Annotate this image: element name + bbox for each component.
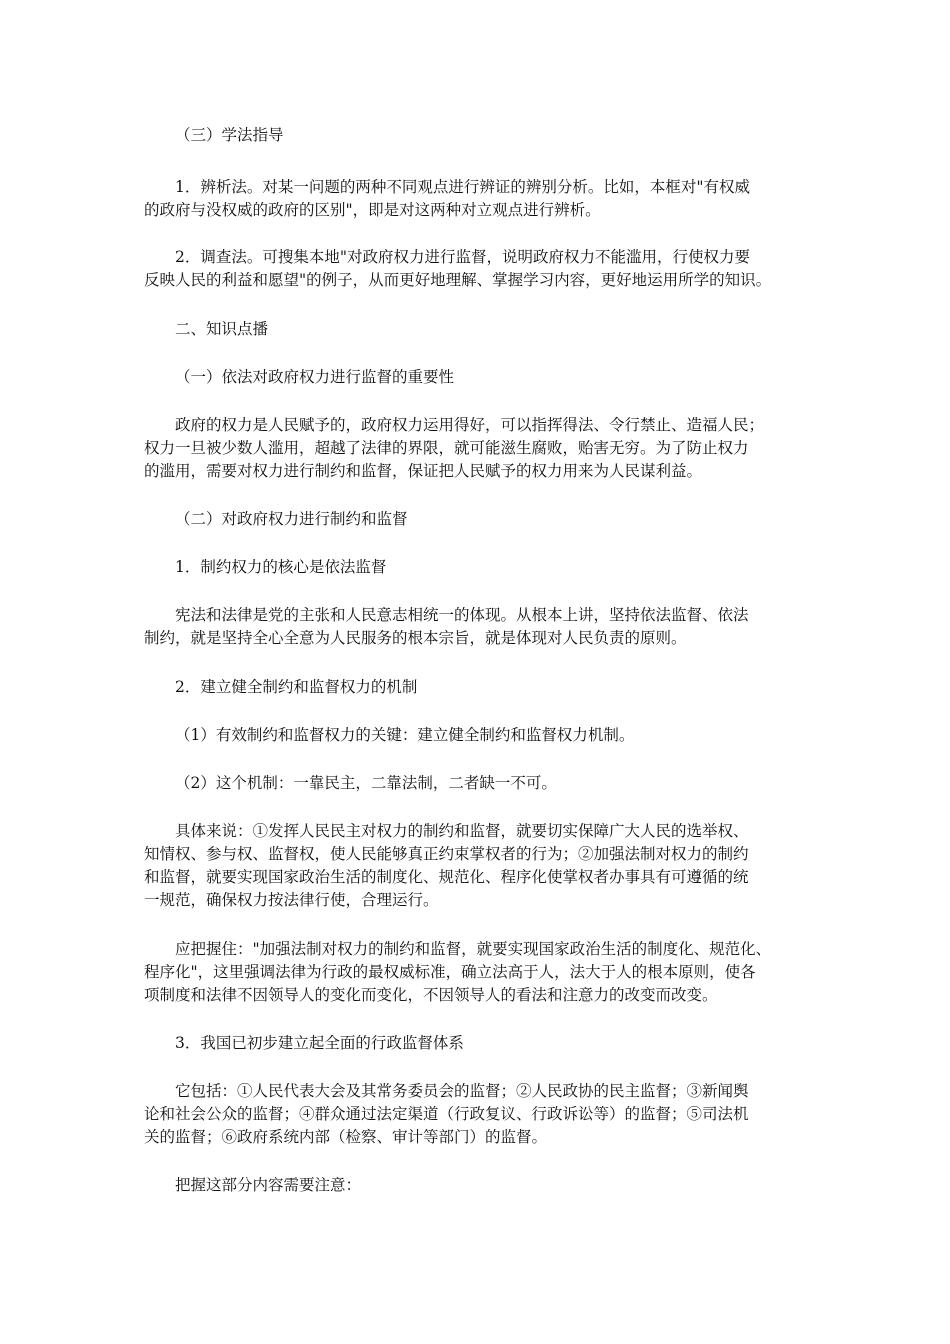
item-heading-mechanism xyxy=(144,676,824,699)
paragraph-constitution xyxy=(144,604,824,650)
text-line: 它包括：①人民代表大会及其常务委员会的监督；②人民政协的民主监督；③新闻舆 xyxy=(175,1082,749,1100)
paragraph-mechanism-key xyxy=(144,724,824,747)
text-line: 政府的权力是人民赋予的，政府权力运用得好，可以指挥得法、令行禁止、造福人民； xyxy=(175,416,765,434)
paragraph-specifically xyxy=(144,820,824,912)
text-line: 具体来说：①发挥人民民主对权力的制约和监督，就要切实保障广大人民的选举权、 xyxy=(175,822,749,840)
paragraph-includes xyxy=(144,1080,824,1149)
subsection-heading-supervision xyxy=(144,508,824,531)
item-heading-core xyxy=(144,556,824,579)
text-line: 项制度和法律不因领导人的变化而变化，不因领导人的看法和注意力的改变而改变。 xyxy=(144,986,718,1004)
item-heading-system xyxy=(144,1032,824,1055)
text-line: （二）对政府权力进行制约和监督 xyxy=(175,510,408,528)
text-line: 宪法和法律是党的主张和人民意志相统一的体现。从根本上讲，坚持依法监督、依法 xyxy=(175,606,749,624)
text-line: （一）依法对政府权力进行监督的重要性 xyxy=(175,368,455,386)
paragraph-survey-method xyxy=(144,246,824,292)
text-line: 的滥用，需要对权力进行制约和监督，保证把人民赋予的权力用来为人民谋利益。 xyxy=(144,462,703,480)
text-line: 1．制约权力的核心是依法监督 xyxy=(175,558,387,576)
text-line: 应把握住："加强法制对权力的制约和监督，就要实现国家政治生活的制度化、规范化、 xyxy=(175,940,772,958)
text-line: 权力一旦被少数人滥用，超越了法律的界限，就可能滋生腐败，贻害无穷。为了防止权力 xyxy=(144,439,749,457)
subsection-heading-importance xyxy=(144,366,824,389)
text-line: 2．调查法。可搜集本地"对政府权力进行监督，说明政府权力不能滥用，行使权力要 xyxy=(175,248,750,266)
text-line: 关的监督；⑥政府系统内部（检察、审计等部门）的监督。 xyxy=(144,1128,548,1146)
text-line: 把握这部分内容需要注意： xyxy=(175,1176,362,1194)
text-line: 知情权、参与权、监督权，使人民能够真正约束掌权者的行为；②加强法制对权力的制约 xyxy=(144,845,749,863)
text-line: 一规范，确保权力按法律行使，合理运行。 xyxy=(144,891,439,909)
text-line: 论和社会公众的监督；④群众通过法定渠道（行政复议、行政诉讼等）的监督；⑤司法机 xyxy=(144,1105,749,1123)
text-line: 反映人民的利益和愿望"的例子，从而更好地理解、掌握学习内容，更好地运用所学的知识。 xyxy=(144,271,772,289)
section-heading-study-method xyxy=(144,124,824,147)
paragraph-government-power xyxy=(144,414,824,483)
text-line: 2．建立健全制约和监督权力的机制 xyxy=(175,678,418,696)
section-heading-knowledge xyxy=(144,318,824,341)
paragraph-analysis-method xyxy=(144,176,824,222)
text-line: 程序化"，这里强调法律为行政的最权威标准，确立法高于人，法大于人的根本原则，使各 xyxy=(144,963,756,981)
text-line: （1）有效制约和监督权力的关键：建立健全制约和监督权力机制。 xyxy=(175,726,635,744)
text-line: 1．辨析法。对某一问题的两种不同观点进行辨证的辨别分析。比如，本框对"有权威 xyxy=(175,178,750,196)
text-line: 制约，就是坚持全心全意为人民服务的根本宗旨，就是体现对人民负责的原则。 xyxy=(144,629,687,647)
paragraph-note xyxy=(144,1174,824,1197)
text-line: （三）学法指导 xyxy=(175,126,284,144)
text-line: 3．我国已初步建立起全面的行政监督体系 xyxy=(175,1034,464,1052)
text-line: 和监督，就要实现国家政治生活的制度化、规范化、程序化使掌权者办事具有可遵循的统 xyxy=(144,868,749,886)
text-line: （2）这个机制：一靠民主，二靠法制，二者缺一不可。 xyxy=(175,774,557,792)
text-line: 二、知识点播 xyxy=(175,320,269,338)
paragraph-mechanism-democracy xyxy=(144,772,824,795)
paragraph-grasp xyxy=(144,938,824,1007)
text-line: 的政府与没权威的政府的区别"，即是对这两种对立观点进行辨析。 xyxy=(144,201,601,219)
